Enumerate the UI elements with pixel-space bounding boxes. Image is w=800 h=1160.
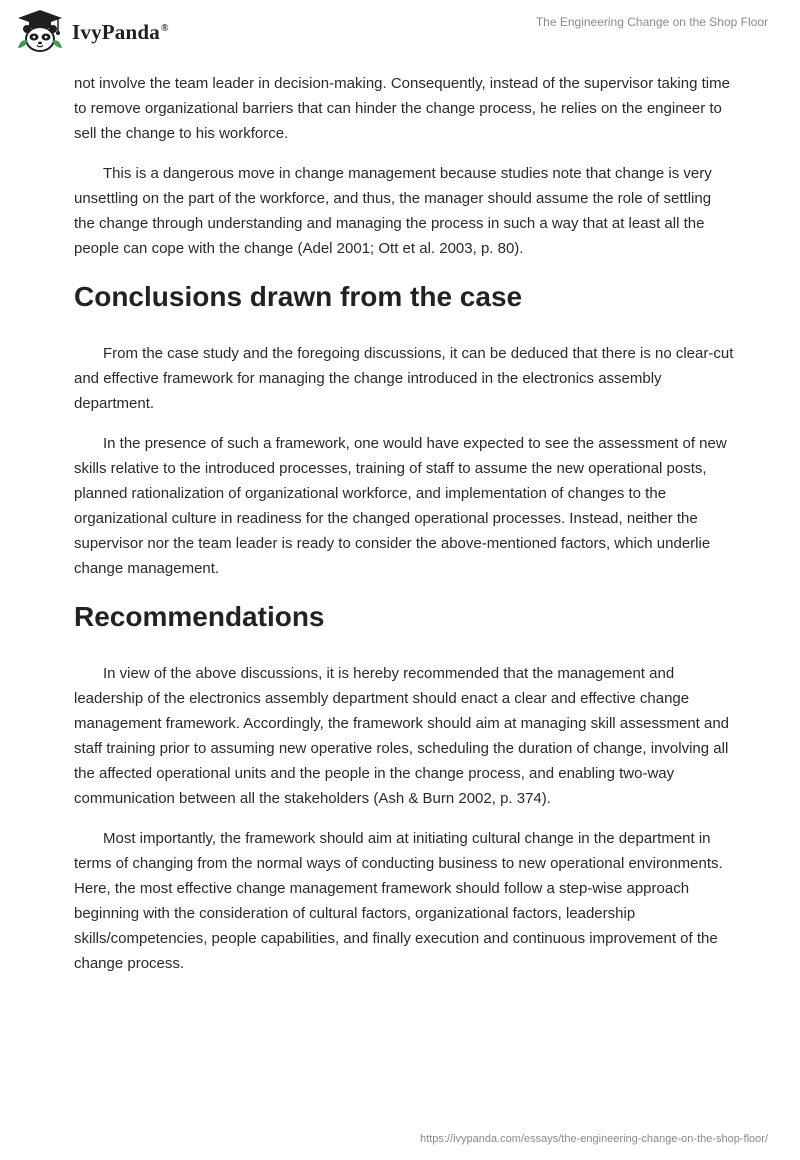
source-url[interactable]: https://ivypanda.com/essays/the-engineering-change-on-the-shop-floor/ <box>420 1133 768 1145</box>
section-heading-recommendations: Recommendations <box>74 601 325 632</box>
paragraph: In the presence of such a framework, one would have expected to see the assessment of new skills relative to the introduced processes, training of staff to assume the new operational posts, planned rationalization of organizational workforce, and implementation of changes to the organizational culture in readiness for the changed operational processes. Instead, neither the supervisor nor the team leader is ready to consider the above-mentioned factors, which underlie change management. <box>74 435 727 577</box>
article-body <box>74 71 734 991</box>
document-title: The Engineering Change on the Shop Floor <box>535 15 768 29</box>
section-heading-conclusions: Conclusions drawn from the case <box>74 281 523 312</box>
paragraph: not involve the team leader in decision-making. Consequently, instead of the supervisor taking time to remove organizational barriers that can hinder the change process, he relies on the engineer to sell the change to his workforce. <box>74 75 730 142</box>
brand-name: IvyPanda® <box>72 19 169 44</box>
panda-graduate-logo-icon <box>14 8 66 54</box>
paragraph: This is a dangerous move in change management because studies note that change is very unsettling on the part of the workforce, and thus, the manager should assume the role of settling the change through understanding and managing the process in such a way that at least all the people can cope with the change (Adel 2001; Ott et al. 2003, p. 80). <box>74 165 712 257</box>
brand-logo[interactable] <box>14 8 169 54</box>
paragraph: From the case study and the foregoing discussions, it can be deduced that there is no clear-cut and effective framework for managing the change introduced in the electronics assembly department. <box>74 345 734 412</box>
registered-mark: ® <box>160 22 169 34</box>
page-header <box>0 0 800 70</box>
paragraph: In view of the above discussions, it is hereby recommended that the management and leadership of the electronics assembly department should enact a clear and effective change management framework. Accordingly, the framework should aim at managing skill assessment and staff training prior to assuming new operative roles, scheduling the duration of change, involving all the affected operational units and the people in the change process, and enabling two-way communication between all the stakeholders (Ash & Burn 2002, p. 374). <box>74 665 730 807</box>
paragraph: Most importantly, the framework should aim at initiating cultural change in the department in terms of changing from the normal ways of conducting business to new operational environments. Here, the most effective change management framework should follow a step-wise approach beginning with the consideration of cultural factors, organizational factors, leadership skills/competencies, people capabilities, and finally execution and continuous improvement of the change process. <box>74 830 723 972</box>
